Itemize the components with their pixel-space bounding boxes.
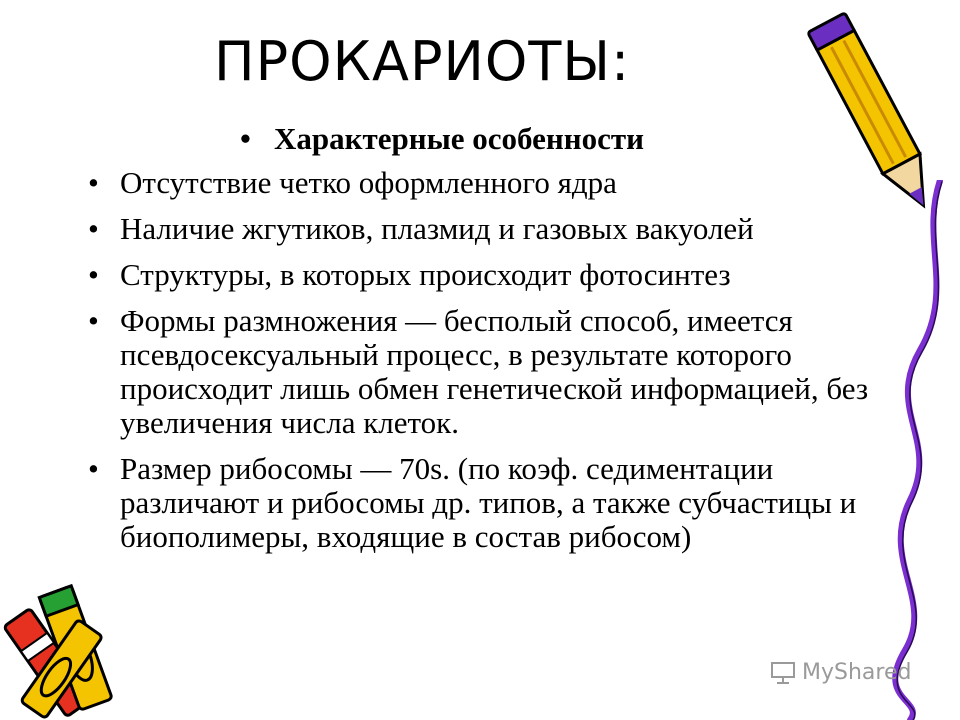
bullet-item: • Структуры, в которых происходит фотосинтез	[88, 258, 878, 292]
bullet-item: • Размер рибосомы — 70s. (по коэф. седиментации различают и рибосомы др. типов, а также субчастицы и биополимеры, входящие в состав рибосом)	[88, 452, 878, 554]
bullet-heading: • Характерные особенности	[88, 122, 878, 156]
purple-squiggle	[880, 180, 960, 720]
slide-title: ПРОКАРИОТЫ:	[214, 30, 631, 93]
crayons-icon	[0, 580, 150, 720]
watermark	[770, 660, 911, 685]
projector-screen-icon	[770, 661, 796, 685]
pencil-icon	[806, 2, 946, 227]
bullet-item: • Формы размножения — бесполый способ, имеется псевдосексуальный процесс, в результате которого происходит лишь обмен генетической информацией, без увеличения числа клеток.	[88, 304, 878, 440]
watermark-brand: MyShared	[802, 660, 912, 685]
bullet-list	[88, 122, 878, 566]
bullet-item: • Наличие жгутиков, плазмид и газовых вакуолей	[88, 212, 878, 246]
bullet-item: • Отсутствие четко оформленного ядра	[88, 166, 878, 200]
